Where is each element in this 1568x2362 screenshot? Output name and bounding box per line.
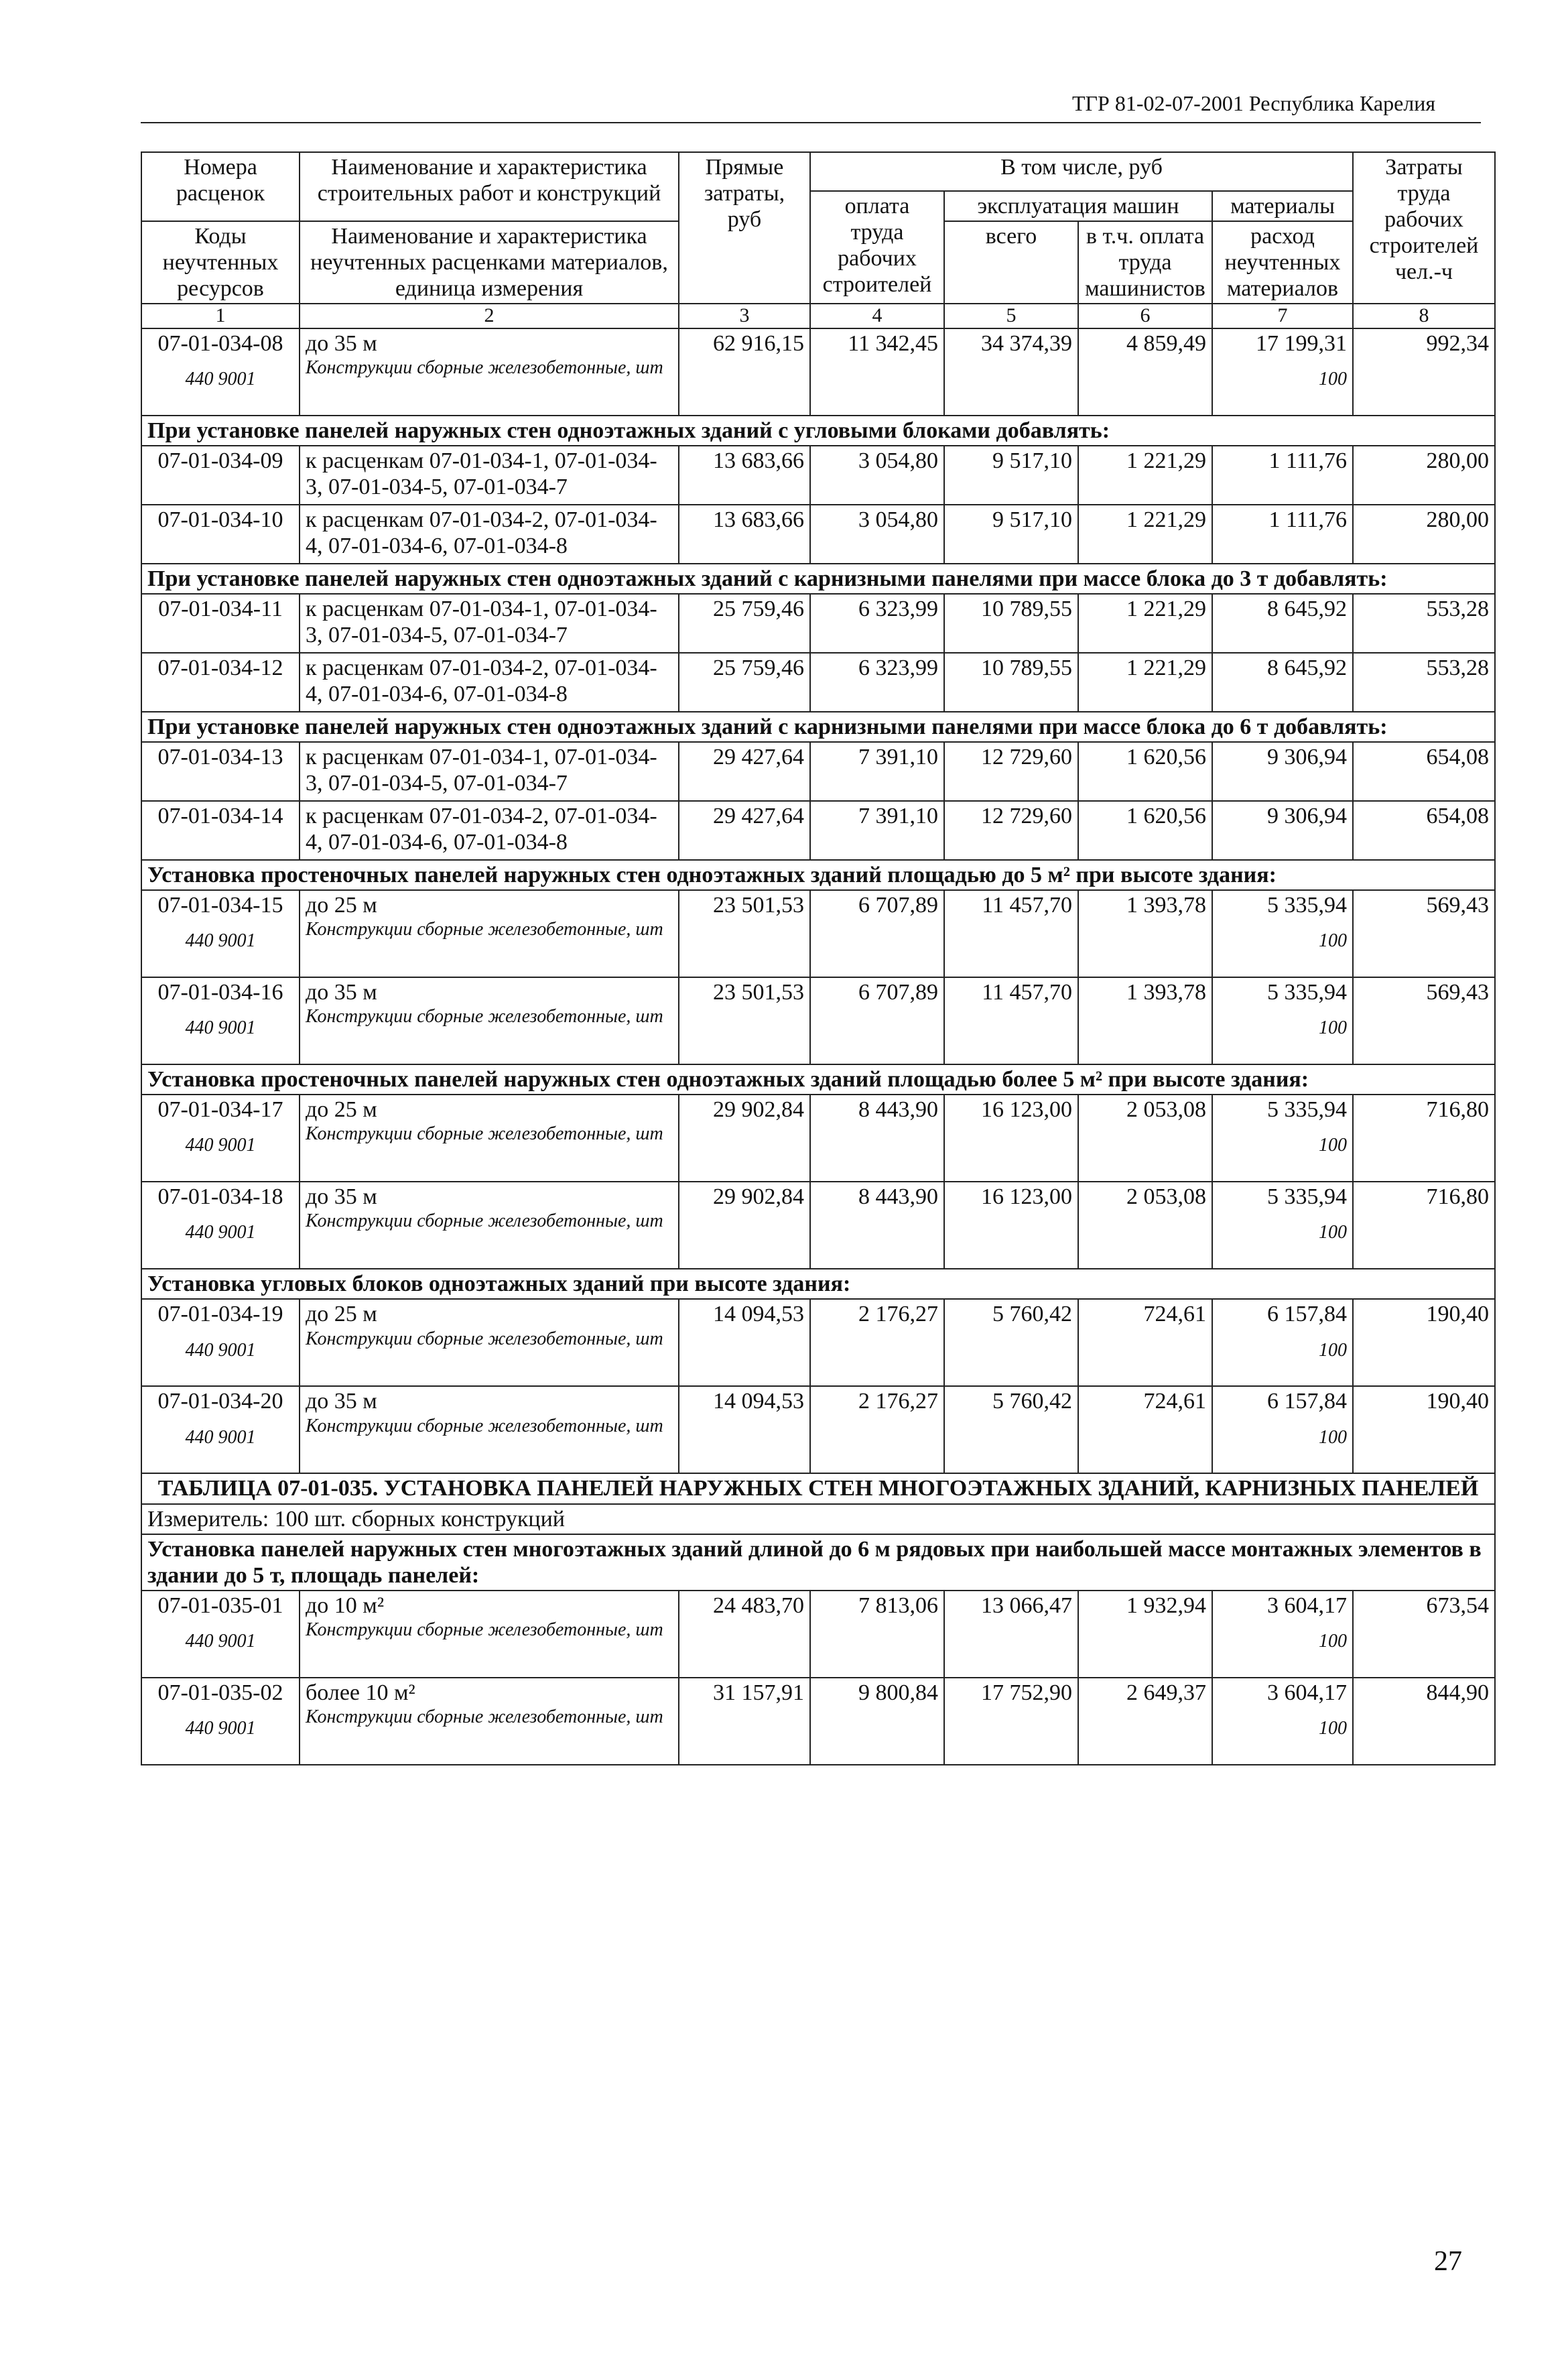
rate-row — [141, 653, 1495, 712]
rate-row — [141, 1386, 1495, 1473]
cost-mach-labor: 724,61 — [1078, 1299, 1212, 1386]
table-title-row — [141, 1473, 1495, 1503]
labor-hours: 190,40 — [1353, 1299, 1495, 1386]
rate-code-cell — [141, 1386, 300, 1473]
labor-hours: 553,28 — [1353, 594, 1495, 653]
cost-materials: 1 111,76 — [1268, 448, 1347, 473]
resource-code: 440 9001 — [185, 1135, 256, 1156]
cost-mach: 17 752,90 — [944, 1678, 1078, 1765]
cost-labor: 3 054,80 — [810, 446, 944, 505]
cost-mach-labor: 1 221,29 — [1078, 505, 1212, 564]
column-number: 3 — [679, 304, 810, 328]
rate-row — [141, 801, 1495, 860]
cost-direct: 62 916,15 — [679, 328, 810, 416]
material-quantity: 100 — [1319, 1135, 1347, 1156]
section-heading-row — [141, 416, 1495, 446]
rate-row — [141, 1678, 1495, 1765]
cost-labor: 3 054,80 — [810, 505, 944, 564]
material-quantity: 100 — [1319, 1630, 1347, 1652]
rate-row — [141, 1299, 1495, 1386]
material-description: Конструкции сборные железобетонные, шт — [306, 357, 663, 378]
rate-code: 07-01-035-01 — [157, 1593, 283, 1618]
material-quantity: 100 — [1319, 1017, 1347, 1039]
resource-code: 440 9001 — [185, 1017, 256, 1039]
cost-direct: 24 483,70 — [679, 1591, 810, 1678]
cost-materials-cell — [1212, 328, 1353, 416]
cost-labor: 7 391,10 — [810, 801, 944, 860]
cost-mach: 11 457,70 — [944, 890, 1078, 977]
rate-description-cell — [300, 1386, 679, 1473]
rate-description: до 25 м — [306, 893, 377, 918]
material-description: Конструкции сборные железобетонные, шт — [306, 1006, 663, 1028]
header-col8: Затраты труда рабочих строителей чел.-ч — [1353, 152, 1495, 304]
rate-row — [141, 977, 1495, 1064]
cost-materials: 5 335,94 — [1267, 1184, 1347, 1210]
rate-code-cell — [141, 977, 300, 1064]
cost-mach: 12 729,60 — [944, 801, 1078, 860]
column-number: 5 — [944, 304, 1078, 328]
cost-labor: 2 176,27 — [810, 1299, 944, 1386]
rate-code: 07-01-034-14 — [157, 804, 283, 829]
rate-code: 07-01-034-08 — [157, 330, 283, 356]
cost-direct: 13 683,66 — [679, 446, 810, 505]
labor-hours: 190,40 — [1353, 1386, 1495, 1473]
cost-mach: 16 123,00 — [944, 1182, 1078, 1269]
rate-code: 07-01-034-18 — [157, 1184, 283, 1210]
material-quantity: 100 — [1319, 930, 1347, 952]
header-col1-top: Номера расценок — [141, 152, 300, 221]
rate-table — [141, 151, 1496, 1765]
labor-hours: 716,80 — [1353, 1095, 1495, 1182]
material-description: Конструкции сборные железобетонные, шт — [306, 1123, 663, 1145]
labor-hours: 654,08 — [1353, 801, 1495, 860]
cost-labor: 9 800,84 — [810, 1678, 944, 1765]
page-number: 27 — [1434, 2246, 1462, 2277]
labor-hours: 673,54 — [1353, 1591, 1495, 1678]
rate-code-cell — [141, 328, 300, 416]
rate-row — [141, 890, 1495, 977]
cost-mach-labor: 724,61 — [1078, 1386, 1212, 1473]
material-description: Конструкции сборные железобетонные, шт — [306, 1706, 663, 1727]
rate-code: 07-01-034-09 — [157, 448, 283, 473]
labor-hours: 844,90 — [1353, 1678, 1495, 1765]
cost-mach: 16 123,00 — [944, 1095, 1078, 1182]
rate-code: 07-01-034-19 — [157, 1302, 283, 1327]
cost-mach: 5 760,42 — [944, 1386, 1078, 1473]
header-col4: оплата труда рабочих строителей — [810, 191, 944, 304]
rate-row — [141, 1591, 1495, 1678]
header-col7: расход неучтенных материалов — [1212, 221, 1353, 304]
resource-code: 440 9001 — [185, 1630, 256, 1652]
rate-description-cell — [300, 801, 679, 860]
cost-mach-labor: 2 053,08 — [1078, 1182, 1212, 1269]
cost-mach-labor: 1 221,29 — [1078, 653, 1212, 712]
rate-code-cell — [141, 505, 300, 564]
rate-code-cell — [141, 1678, 300, 1765]
section-heading-row — [141, 712, 1495, 742]
material-description: Конструкции сборные железобетонные, шт — [306, 1415, 663, 1436]
cost-materials: 8 645,92 — [1267, 656, 1347, 681]
resource-code: 440 9001 — [185, 1426, 256, 1448]
labor-hours: 280,00 — [1353, 505, 1495, 564]
cost-materials: 5 335,94 — [1267, 1097, 1347, 1123]
header-materials-group: материалы — [1212, 191, 1353, 221]
rate-code-cell — [141, 653, 300, 712]
section-heading: При установке панелей наружных стен одноэтажных зданий с карнизными панелями при массе блока до 3 т добавлять: — [141, 564, 1495, 594]
cost-mach-labor: 1 393,78 — [1078, 977, 1212, 1064]
cost-labor: 8 443,90 — [810, 1182, 944, 1269]
cost-mach-labor: 1 620,56 — [1078, 742, 1212, 801]
labor-hours: 569,43 — [1353, 890, 1495, 977]
cost-labor: 7 813,06 — [810, 1591, 944, 1678]
column-number: 7 — [1212, 304, 1353, 328]
rate-row — [141, 1095, 1495, 1182]
rate-code-cell — [141, 1182, 300, 1269]
header-rule — [141, 122, 1481, 123]
cost-direct: 29 427,64 — [679, 801, 810, 860]
rate-row — [141, 594, 1495, 653]
cost-direct: 14 094,53 — [679, 1386, 810, 1473]
rate-code-cell — [141, 890, 300, 977]
column-number: 6 — [1078, 304, 1212, 328]
cost-mach-labor: 1 393,78 — [1078, 890, 1212, 977]
cost-mach-labor: 4 859,49 — [1078, 328, 1212, 416]
header-col6: в т.ч. оплата труда машинистов — [1078, 221, 1212, 304]
cost-direct: 25 759,46 — [679, 594, 810, 653]
rate-description-cell — [300, 1591, 679, 1678]
rate-description: к расценкам 07-01-034-1, 07-01-034-3, 07-01-034-5, 07-01-034-7 — [306, 597, 657, 648]
rate-description: до 25 м — [306, 1097, 377, 1123]
rate-description-cell — [300, 505, 679, 564]
header-machines-group: эксплуатация машин — [944, 191, 1212, 221]
cost-mach: 11 457,70 — [944, 977, 1078, 1064]
cost-materials-cell — [1212, 1299, 1353, 1386]
cost-labor: 6 707,89 — [810, 977, 944, 1064]
rate-description-cell — [300, 653, 679, 712]
header-col1-bottom: Коды неучтенных ресурсов — [141, 221, 300, 304]
resource-code: 440 9001 — [185, 368, 256, 389]
cost-labor: 6 323,99 — [810, 594, 944, 653]
cost-direct: 25 759,46 — [679, 653, 810, 712]
rate-description-cell — [300, 1678, 679, 1765]
cost-materials: 17 199,31 — [1256, 330, 1347, 356]
rate-description: до 35 м — [306, 330, 377, 356]
rate-code-cell — [141, 1299, 300, 1386]
rate-code: 07-01-034-17 — [157, 1097, 283, 1123]
section-heading-row — [141, 860, 1495, 890]
resource-code: 440 9001 — [185, 930, 256, 952]
cost-mach: 10 789,55 — [944, 653, 1078, 712]
labor-hours: 569,43 — [1353, 977, 1495, 1064]
material-quantity: 100 — [1319, 1222, 1347, 1243]
material-description: Конструкции сборные железобетонные, шт — [306, 1210, 663, 1232]
rate-description: к расценкам 07-01-034-1, 07-01-034-3, 07-01-034-5, 07-01-034-7 — [306, 448, 657, 500]
cost-materials-cell — [1212, 594, 1353, 653]
section-heading: Установка простеночных панелей наружных стен одноэтажных зданий площадью более 5 м² при высоте здания: — [141, 1064, 1495, 1095]
cost-materials-cell — [1212, 446, 1353, 505]
resource-code: 440 9001 — [185, 1339, 256, 1361]
column-number: 2 — [300, 304, 679, 328]
table-measure: Измеритель: 100 шт. сборных конструкций — [141, 1504, 1495, 1534]
section-heading-row — [141, 564, 1495, 594]
material-quantity: 100 — [1319, 1339, 1347, 1361]
rate-code: 07-01-034-15 — [157, 893, 283, 918]
cost-labor: 6 323,99 — [810, 653, 944, 712]
header-col2-top: Наименование и характеристика строительных работ и конструкций — [300, 152, 679, 221]
rate-row — [141, 505, 1495, 564]
section-heading: При установке панелей наружных стен одноэтажных зданий с карнизными панелями при массе блока до 6 т добавлять: — [141, 712, 1495, 742]
rate-description-cell — [300, 1299, 679, 1386]
cost-mach: 5 760,42 — [944, 1299, 1078, 1386]
material-description: Конструкции сборные железобетонные, шт — [306, 919, 663, 940]
cost-labor: 2 176,27 — [810, 1386, 944, 1473]
rate-description-cell — [300, 446, 679, 505]
cost-materials-cell — [1212, 1182, 1353, 1269]
resource-code: 440 9001 — [185, 1717, 256, 1739]
cost-materials: 5 335,94 — [1267, 980, 1347, 1005]
rate-description: к расценкам 07-01-034-1, 07-01-034-3, 07-01-034-5, 07-01-034-7 — [306, 745, 657, 796]
cost-direct: 23 501,53 — [679, 977, 810, 1064]
cost-materials: 9 306,94 — [1267, 745, 1347, 770]
material-quantity: 100 — [1319, 368, 1347, 389]
rate-description: до 35 м — [306, 1184, 377, 1210]
rate-code: 07-01-034-16 — [157, 980, 283, 1005]
cost-mach-labor: 1 932,94 — [1078, 1591, 1212, 1678]
table-measure-row — [141, 1504, 1495, 1534]
cost-mach: 12 729,60 — [944, 742, 1078, 801]
rate-code-cell — [141, 1095, 300, 1182]
header-col2-bottom: Наименование и характеристика неучтенных расценками материалов, единица измерения — [300, 221, 679, 304]
header-group: В том числе, руб — [810, 152, 1353, 191]
rate-code: 07-01-034-20 — [157, 1389, 283, 1414]
cost-direct: 23 501,53 — [679, 890, 810, 977]
rate-description-cell — [300, 328, 679, 416]
material-description: Конструкции сборные железобетонные, шт — [306, 1328, 663, 1349]
labor-hours: 553,28 — [1353, 653, 1495, 712]
cost-materials-cell — [1212, 505, 1353, 564]
rate-description-cell — [300, 1095, 679, 1182]
cost-mach-labor: 1 221,29 — [1078, 594, 1212, 653]
rate-description: к расценкам 07-01-034-2, 07-01-034-4, 07-01-034-6, 07-01-034-8 — [306, 656, 657, 707]
header-col3: Прямые затраты, руб — [679, 152, 810, 304]
rate-description: более 10 м² — [306, 1680, 415, 1705]
section-heading: При установке панелей наружных стен одноэтажных зданий с угловыми блоками добавлять: — [141, 416, 1495, 446]
cost-mach: 9 517,10 — [944, 446, 1078, 505]
table-title: ТАБЛИЦА 07-01-035. УСТАНОВКА ПАНЕЛЕЙ НАРУЖНЫХ СТЕН МНОГОЭТАЖНЫХ ЗДАНИЙ, КАРНИЗНЫХ ПАНЕЛЕЙ — [141, 1473, 1495, 1503]
cost-materials: 6 157,84 — [1267, 1302, 1347, 1327]
cost-mach: 9 517,10 — [944, 505, 1078, 564]
labor-hours: 992,34 — [1353, 328, 1495, 416]
cost-materials: 3 604,17 — [1267, 1593, 1347, 1618]
cost-materials-cell — [1212, 1591, 1353, 1678]
running-header: ТГР 81-02-07-2001 Республика Карелия — [1072, 91, 1436, 115]
rate-row — [141, 446, 1495, 505]
cost-direct: 29 427,64 — [679, 742, 810, 801]
cost-materials: 5 335,94 — [1267, 893, 1347, 918]
cost-labor: 8 443,90 — [810, 1095, 944, 1182]
rate-code: 07-01-034-12 — [157, 656, 283, 681]
section-heading: Установка угловых блоков одноэтажных зданий при высоте здания: — [141, 1269, 1495, 1299]
rate-code-cell — [141, 594, 300, 653]
cost-materials: 1 111,76 — [1268, 507, 1347, 532]
rate-description-cell — [300, 742, 679, 801]
column-number: 8 — [1353, 304, 1495, 328]
cost-materials-cell — [1212, 1678, 1353, 1765]
rate-description: до 35 м — [306, 980, 377, 1005]
rate-code: 07-01-034-10 — [157, 507, 283, 532]
cost-materials: 9 306,94 — [1267, 804, 1347, 829]
cost-materials-cell — [1212, 653, 1353, 712]
labor-hours: 280,00 — [1353, 446, 1495, 505]
cost-mach: 34 374,39 — [944, 328, 1078, 416]
cost-materials: 3 604,17 — [1267, 1680, 1347, 1705]
cost-direct: 14 094,53 — [679, 1299, 810, 1386]
header-col5: всего — [944, 221, 1078, 304]
cost-mach-labor: 1 620,56 — [1078, 801, 1212, 860]
rate-code: 07-01-034-13 — [157, 745, 283, 770]
cost-mach: 13 066,47 — [944, 1591, 1078, 1678]
cost-materials-cell — [1212, 801, 1353, 860]
cost-direct: 29 902,84 — [679, 1182, 810, 1269]
labor-hours: 716,80 — [1353, 1182, 1495, 1269]
resource-code: 440 9001 — [185, 1222, 256, 1243]
cost-labor: 6 707,89 — [810, 890, 944, 977]
rate-code-cell — [141, 742, 300, 801]
rate-description: до 10 м² — [306, 1593, 385, 1618]
rate-code: 07-01-034-11 — [158, 597, 283, 622]
rate-description: к расценкам 07-01-034-2, 07-01-034-4, 07-01-034-6, 07-01-034-8 — [306, 507, 657, 559]
column-number: 4 — [810, 304, 944, 328]
section-heading-row — [141, 1534, 1495, 1591]
cost-materials-cell — [1212, 1095, 1353, 1182]
rate-code-cell — [141, 801, 300, 860]
material-description: Конструкции сборные железобетонные, шт — [306, 1619, 663, 1640]
material-quantity: 100 — [1319, 1426, 1347, 1448]
cost-labor: 7 391,10 — [810, 742, 944, 801]
labor-hours: 654,08 — [1353, 742, 1495, 801]
rate-description: до 35 м — [306, 1389, 377, 1414]
cost-materials-cell — [1212, 742, 1353, 801]
material-quantity: 100 — [1319, 1717, 1347, 1739]
cost-mach: 10 789,55 — [944, 594, 1078, 653]
section-heading-row — [141, 1064, 1495, 1095]
rate-code-cell — [141, 1591, 300, 1678]
cost-materials-cell — [1212, 977, 1353, 1064]
cost-materials: 8 645,92 — [1267, 597, 1347, 622]
rate-code: 07-01-035-02 — [157, 1680, 283, 1705]
cost-labor: 11 342,45 — [810, 328, 944, 416]
cost-direct: 29 902,84 — [679, 1095, 810, 1182]
rate-description-cell — [300, 594, 679, 653]
rate-row — [141, 328, 1495, 416]
cost-mach-labor: 1 221,29 — [1078, 446, 1212, 505]
cost-materials-cell — [1212, 890, 1353, 977]
rate-row — [141, 1182, 1495, 1269]
cost-materials: 6 157,84 — [1267, 1389, 1347, 1414]
section-heading: Установка панелей наружных стен многоэтажных зданий длиной до 6 м рядовых при наибольшей массе монтажных элементов в здании до 5 т, площадь панелей: — [141, 1534, 1495, 1591]
cost-direct: 31 157,91 — [679, 1678, 810, 1765]
cost-mach-labor: 2 053,08 — [1078, 1095, 1212, 1182]
rate-table-sheet — [141, 151, 1494, 1765]
cost-mach-labor: 2 649,37 — [1078, 1678, 1212, 1765]
rate-description-cell — [300, 977, 679, 1064]
cost-direct: 13 683,66 — [679, 505, 810, 564]
column-number: 1 — [141, 304, 300, 328]
cost-materials-cell — [1212, 1386, 1353, 1473]
section-heading: Установка простеночных панелей наружных стен одноэтажных зданий площадью до 5 м² при высоте здания: — [141, 860, 1495, 890]
rate-description: к расценкам 07-01-034-2, 07-01-034-4, 07-01-034-6, 07-01-034-8 — [306, 804, 657, 855]
section-heading-row — [141, 1269, 1495, 1299]
rate-row — [141, 742, 1495, 801]
rate-description: до 25 м — [306, 1302, 377, 1327]
rate-description-cell — [300, 1182, 679, 1269]
rate-description-cell — [300, 890, 679, 977]
rate-code-cell — [141, 446, 300, 505]
